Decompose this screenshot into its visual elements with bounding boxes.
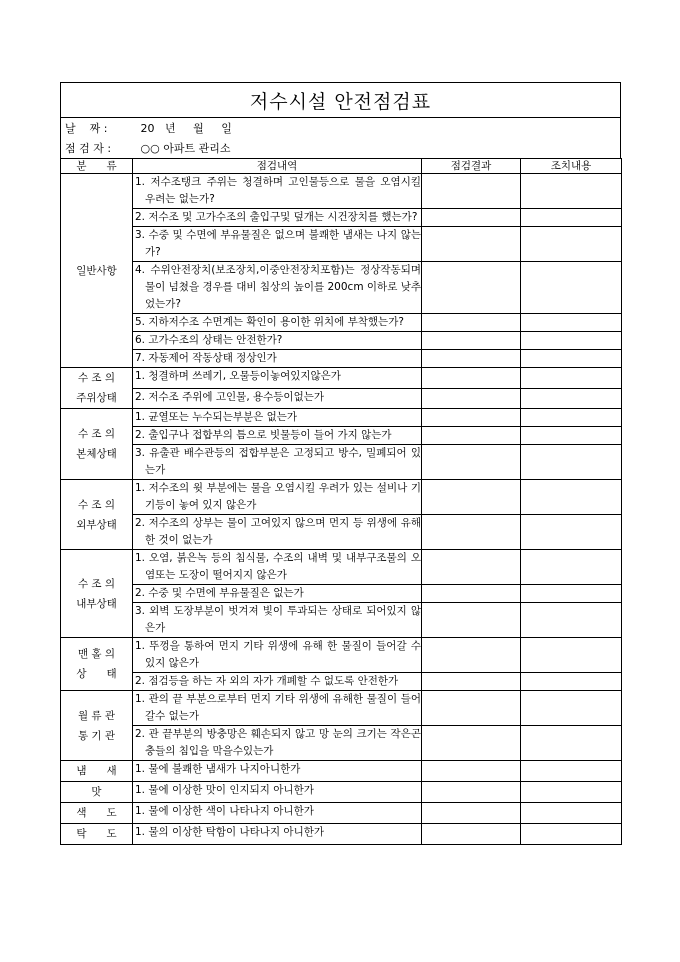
action-cell[interactable] <box>521 427 622 445</box>
table-row <box>61 803 622 824</box>
action-cell[interactable] <box>521 445 622 480</box>
inspection-table <box>60 158 622 845</box>
table-row <box>61 445 622 480</box>
check-item-text: 3. 외벽 도장부분이 벗겨져 빛이 투과되는 상태로 되어있지 않은가 <box>135 605 421 634</box>
result-cell[interactable] <box>422 445 521 480</box>
result-cell[interactable] <box>422 603 521 638</box>
result-cell[interactable] <box>422 638 521 673</box>
action-cell[interactable] <box>521 409 622 427</box>
table-row <box>61 332 622 350</box>
category-cell: 수 조 의 주위상태 <box>61 368 133 409</box>
check-item-text: 6. 고가수조의 상태는 안전한가? <box>135 334 283 346</box>
check-item-text: 5. 지하저수조 수면계는 확인이 용이한 위치에 부착했는가? <box>135 316 404 328</box>
result-cell[interactable] <box>422 174 521 209</box>
result-cell[interactable] <box>422 761 521 782</box>
check-item-text: 3. 수중 및 수면에 부유물질은 없으며 불쾌한 냄새는 나지 않는가? <box>135 229 421 258</box>
table-row <box>61 262 622 314</box>
table-row <box>61 515 622 550</box>
check-item-text: 1. 저수조의 윗 부분에는 물을 오염시킬 우려가 있는 설비나 기기등이 놓여 있지 않은가 <box>135 482 421 511</box>
action-cell[interactable] <box>521 691 622 726</box>
action-cell[interactable] <box>521 638 622 673</box>
action-cell[interactable] <box>521 515 622 550</box>
category-cell: 색 도 <box>61 803 133 824</box>
check-item-cell <box>133 550 422 585</box>
header-category: 분 류 <box>61 159 133 174</box>
action-cell[interactable] <box>521 726 622 761</box>
inspector-label: 점 검 자 : <box>65 142 112 155</box>
check-item-cell <box>133 824 422 845</box>
table-row <box>61 227 622 262</box>
table-row <box>61 174 622 209</box>
category-cell: 냄 새 <box>61 761 133 782</box>
check-item-text: 1. 관의 끝 부분으로부터 먼지 기타 위생에 유해한 물질이 들어갈수 없는가 <box>135 693 421 722</box>
check-item-text: 1. 뚜껑을 통하여 먼지 기타 위생에 유해 한 물질이 들어갈 수 있지 않은가 <box>135 640 421 669</box>
title-box <box>60 82 621 118</box>
check-item-cell <box>133 782 422 803</box>
check-item-text: 2. 수중 및 수면에 부유물질은 없는가 <box>135 587 304 599</box>
action-cell[interactable] <box>521 603 622 638</box>
check-item-cell <box>133 409 422 427</box>
action-cell[interactable] <box>521 314 622 332</box>
table-row <box>61 585 622 603</box>
inspection-sheet <box>60 82 621 845</box>
table-row <box>61 480 622 515</box>
check-item-text: 2. 저수조의 상부는 물이 고여있지 않으며 먼지 등 위생에 유해한 것이 없는가 <box>135 517 421 546</box>
check-item-text: 2. 저수조 및 고가수조의 출입구및 덮개는 시건장치를 했는가? <box>135 211 418 223</box>
check-item-text: 1. 물의 이상한 탁함이 나타나지 아니한가 <box>135 826 324 838</box>
header-content: 점검내역 <box>133 159 422 174</box>
result-cell[interactable] <box>422 782 521 803</box>
category-cell: 수 조 의 외부상태 <box>61 480 133 550</box>
table-row <box>61 824 622 845</box>
table-row <box>61 388 622 409</box>
action-cell[interactable] <box>521 480 622 515</box>
action-cell[interactable] <box>521 388 622 409</box>
result-cell[interactable] <box>422 803 521 824</box>
check-item-cell <box>133 761 422 782</box>
action-cell[interactable] <box>521 209 622 227</box>
check-item-cell <box>133 585 422 603</box>
check-item-cell <box>133 638 422 673</box>
result-cell[interactable] <box>422 388 521 409</box>
check-item-text: 1. 오염, 붉은녹 등의 침식물, 수조의 내벽 및 내부구조물의 오염또는 도장이 떨어지지 않은가 <box>135 552 421 581</box>
table-row <box>61 409 622 427</box>
check-item-text: 1. 저수조탱크 주위는 청결하며 고인물등으로 물을 오염시킬 우려는 없는가? <box>135 176 421 205</box>
table-row <box>61 350 622 368</box>
header-row <box>61 159 622 174</box>
header-action: 조치내용 <box>521 159 622 174</box>
table-row <box>61 314 622 332</box>
category-cell: 탁 도 <box>61 824 133 845</box>
action-cell[interactable] <box>521 824 622 845</box>
check-item-cell <box>133 691 422 726</box>
inspector-row <box>61 138 620 158</box>
action-cell[interactable] <box>521 550 622 585</box>
check-item-text: 2. 관 끝부분의 방충망은 훼손되지 않고 망 눈의 크기는 작은곤충들의 침입을 막을수있는가 <box>135 728 421 757</box>
check-item-cell <box>133 803 422 824</box>
result-cell[interactable] <box>422 409 521 427</box>
table-row <box>61 209 622 227</box>
category-cell: 수 조 의 본체상태 <box>61 409 133 480</box>
check-item-cell <box>133 332 422 350</box>
check-item-cell <box>133 314 422 332</box>
result-cell[interactable] <box>422 515 521 550</box>
page-title: 저수시설 안전점검표 <box>249 90 432 113</box>
result-cell[interactable] <box>422 585 521 603</box>
date-row <box>61 118 620 138</box>
result-cell[interactable] <box>422 209 521 227</box>
action-cell[interactable] <box>521 174 622 209</box>
result-cell[interactable] <box>422 427 521 445</box>
check-item-text: 1. 물에 이상한 색이 나타나지 아니한가 <box>135 805 314 817</box>
check-item-text: 4. 수위안전장치(보조장치,이중안전장치포함)는 정상작동되며 물이 넘쳤을 경우를 대비 침상의 높이를 200cm 이하로 낮추었는가? <box>135 264 421 310</box>
check-item-text: 1. 청결하며 쓰레기, 오물등이놓여있지않은가 <box>135 370 341 382</box>
check-item-text: 1. 물에 불쾌한 냄새가 나지아니한가 <box>135 763 301 775</box>
check-item-cell <box>133 603 422 638</box>
table-row <box>61 761 622 782</box>
action-cell[interactable] <box>521 262 622 314</box>
check-item-cell <box>133 427 422 445</box>
check-item-text: 1. 균열또는 누수되는부분은 없는가 <box>135 411 298 423</box>
category-cell: 맨 홀 의 상 태 <box>61 638 133 691</box>
table-row <box>61 691 622 726</box>
action-cell[interactable] <box>521 782 622 803</box>
check-item-text: 2. 저수조 주위에 고인물, 용수등이없는가 <box>135 390 324 403</box>
result-cell[interactable] <box>422 368 521 389</box>
date-label: 날 짜 : <box>65 122 108 135</box>
table-row <box>61 603 622 638</box>
table-row <box>61 782 622 803</box>
category-cell: 월 류 관 통 기 관 <box>61 691 133 761</box>
table-row <box>61 638 622 673</box>
result-cell[interactable] <box>422 332 521 350</box>
table-row <box>61 673 622 691</box>
result-cell[interactable] <box>422 550 521 585</box>
action-cell[interactable] <box>521 761 622 782</box>
table-row <box>61 726 622 761</box>
check-item-cell <box>133 174 422 209</box>
category-cell: 수 조 의 내부상태 <box>61 550 133 638</box>
category-cell: 일반사항 <box>61 174 133 368</box>
check-item-cell <box>133 368 422 389</box>
check-item-text: 7. 자동제어 작동상태 정상인가 <box>135 352 277 364</box>
check-item-cell <box>133 445 422 480</box>
action-cell[interactable] <box>521 803 622 824</box>
header-result: 점검결과 <box>422 159 521 174</box>
check-item-text: 3. 유출관 배수관등의 접합부분은 고정되고 방수, 밀폐되어 있는가 <box>135 447 421 476</box>
result-cell[interactable] <box>422 350 521 368</box>
meta-block <box>60 118 621 158</box>
check-item-cell <box>133 209 422 227</box>
check-item-text: 2. 출입구나 접합부의 틈으로 빗물등이 들어 가지 않는가 <box>135 429 392 441</box>
action-cell[interactable] <box>521 332 622 350</box>
action-cell[interactable] <box>521 673 622 691</box>
table-row <box>61 427 622 445</box>
result-cell[interactable] <box>422 480 521 515</box>
check-item-cell <box>133 388 422 409</box>
check-item-cell <box>133 350 422 368</box>
check-item-cell <box>133 515 422 550</box>
check-item-cell <box>133 262 422 314</box>
result-cell[interactable] <box>422 673 521 691</box>
category-cell: 맛 <box>61 782 133 803</box>
check-item-cell <box>133 673 422 691</box>
check-item-cell <box>133 227 422 262</box>
table-row <box>61 368 622 389</box>
check-item-cell <box>133 726 422 761</box>
action-cell[interactable] <box>521 368 622 389</box>
action-cell[interactable] <box>521 350 622 368</box>
result-cell[interactable] <box>422 262 521 314</box>
table-row <box>61 550 622 585</box>
check-item-cell <box>133 480 422 515</box>
result-cell[interactable] <box>422 227 521 262</box>
result-cell[interactable] <box>422 314 521 332</box>
date-value[interactable]: 20 년 월 일 <box>137 122 232 135</box>
result-cell[interactable] <box>422 691 521 726</box>
result-cell[interactable] <box>422 726 521 761</box>
table-body <box>61 174 622 845</box>
inspector-value[interactable]: ○○ 아파트 관리소 <box>137 142 231 155</box>
check-item-text: 2. 점검등을 하는 자 외의 자가 개폐할 수 없도록 안전한가 <box>135 675 399 687</box>
action-cell[interactable] <box>521 227 622 262</box>
check-item-text: 1. 물에 이상한 맛이 인지되지 아니한가 <box>135 784 314 796</box>
result-cell[interactable] <box>422 824 521 845</box>
action-cell[interactable] <box>521 585 622 603</box>
